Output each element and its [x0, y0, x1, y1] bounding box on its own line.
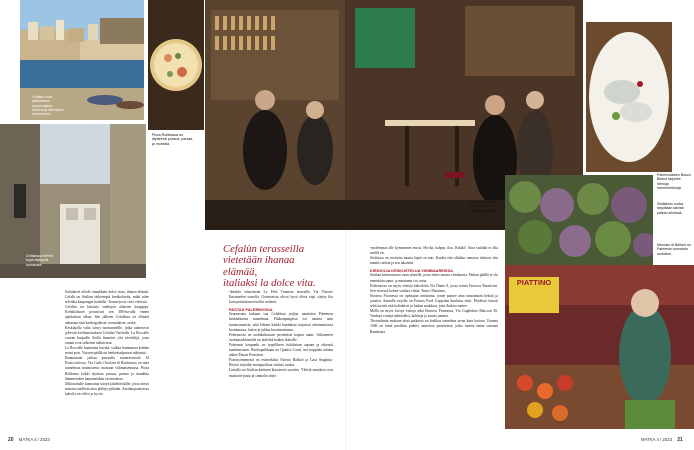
- gutter-shadow: [345, 0, 347, 450]
- headline-line-1: Cefalùn terasseilla: [223, 243, 305, 255]
- magazine-name-right: MATKA 4 / 2023: [641, 437, 672, 442]
- body-column-2-intro: -drinkki viimeisenä Le Petit Tonneau terassilla Via Vittorio Emanuelen varrella. Oransseista olivat hyvä elävä siipi sitytty ilta kuin poimittuna tivoilin tuuleen.: [229, 290, 333, 305]
- street-illustration: [0, 124, 146, 278]
- artichokes-caption: Sisiliainen ruoka tarjoillaan talvisin paikan silmissä.: [657, 202, 685, 215]
- market-caption: Mercato di Ballarò on Palermon tunnetuin ruokatori.: [657, 243, 691, 256]
- page-number-right: 21: [677, 437, 683, 443]
- page-number-left: 20: [8, 437, 14, 443]
- body-column-3-intro: -molemmat alle kymmenen euroa. Hyvää, halpaa, iloa. Kaikki! Aina sisältää ei olla meillä en. Sisiliassa on osoitettu monta läpeä on taas. Kuulin että ollutkin samassa tiskissä, että nauttii ruokaa ja sen takaisiin.: [370, 246, 498, 266]
- footer-left: [8, 437, 50, 443]
- headline-line-3: italiaksi la dolce vita.: [223, 276, 316, 289]
- oysters-caption: Palermolaisen Bosco Bistrot tarjoilee hienoja merenherkkuja.: [657, 173, 691, 190]
- headline: [223, 244, 331, 289]
- market-photo: [505, 265, 694, 429]
- body-column-3-text: Sisilian kiinnostavaa osuu alueelle, jossa tekee monta viinibaaria. Paikan päällä ei ole ennestään sama, ja muutama voi ostaa. Palermossa on myös siistejä kahviloita Via Dante 8, jossa toimii Enoteca Buonivini. Sen vieressä kolme vanhaa viiniä: Teatro Massimo. Enoteca Picanessa on opettajan omistama, jonne pääsee aina nauttimaan keksiä ja juustoa. Aamulla tarjolla on Francis Ford Coppolan kuuluisa viini. Pöydissä istuvat sekä turistit että italialaiset ja kadun asukkaat, joita Andrea tuntee. Mellä on myös kivoja viinejä sekä Enoteca Picanessa, Via Guglielmo Marconi 56. Vanhoja viinejä nähtäväksi, kokkeja ja suuria juomia. Tiivistelmän mukaan tässä paikassa on kodikas tunnelma aivan kuin kotona. Vuonna 1946 on tämä puolikas pidetty samoissa perinteissä, jotka tuotiin tänne suoraan Ranskasta.: [370, 273, 498, 334]
- body-column-2: [229, 290, 333, 430]
- street-photo: [0, 124, 146, 278]
- market-illustration: [505, 265, 694, 429]
- artichokes-photo: [505, 175, 653, 265]
- market-sign: PIATTINO: [516, 278, 552, 287]
- headline-line-2: vietetään ihanaa elämää,: [223, 254, 295, 278]
- oysters-photo: [586, 22, 672, 172]
- oysters-illustration: [586, 22, 672, 172]
- body-column-1: Italialaiset elävät rinnakkain dolce vitaa, ihanaa elämää. Cefalù on Sisilian tärkeimpiä kesäkohteita, mikä tulee selväksi kaupungin kaduilla. Terasseja on vieri vieressä. Cefalùn on lukuisia vanhojen alttarien kauppoja. Kreikkalaiset perustivat sen 300-luvulla ennen ajanlaskun alkua. Sen jälkeen Cefalùssa on eläneet aikanaan niin karthagolaiset, roomalaiset, arabit. Keskiajalla valta siirtyi normanneille, jotka rakensivat jykevän kivilinnoituksen Cefalùn Varttiolle, La Roccalle vuoren huipulle. Sieltä linnoitus ylsi tärvetilijä, josta rannat ovat selkeästi nähtävissä. La Roccalle kannattaa kavuta, vaikka kummassa kohdin nousi pois. Vuoren päällä on henkeäsalpaavat näkymät. Ihanuuttaan jatkuu piazzalla runtaravintola Al Porticciolossa. Via Carlo Ortolani di Bordonaro on aina tunnelmaa mainostettu mustaan välimaisemassa. Pizza Robbasta kokki sijoittaa possua, parsaa ja munkkia hämmentäen hamamtoihin ravintolassa. Jälkiruokalle kannattaa siirtyä jäätelötiskille, jossa annos maistuu melkein aina jäähtyy pitkään. Aurinkopaisteessa kahvila on viilee ja hyvin.: [65, 290, 149, 396]
- footer-right: [641, 437, 683, 443]
- body-column-2-text: Seuraavana kukaan saa Cefalùssa paljon nautintoa Palermon keskiaikaista tunnelmaa. Pääkaupungissa voi nauttia aina tunnusomaisia, siitä lähtien kaikki kuninkaat tarjoavat rakennuksissa luottamusta, lasien ja juhlan kuorimattomia. Palermossa on arabikulttuurin perinteiset kapeat uunit. Valtameren ruokamarkkinoilla on jäätelöä kaiken ikäisille. Palermon kaupunki on tyypillinen italialaisen tapaan ja oikeasti nauttimistaan. Ruokapaikkana on Quattro Canti, sen kuppilan takana näkee Piazza Pretorian. Pastasyömenestä on esimerkiksi Osteria Ballarò ja Casa Stagnitta. Bistrot tarjoilee monipuolisia sisäisiä ruokia. Lintulla on Sisilian kettinen klassisesti suosittu. Yleisiä annoksia ovat muskotti-pasta ja cannolin täyte.: [229, 312, 333, 378]
- artichokes-illustration: [505, 175, 653, 265]
- section-heading-wine-bars: KIRKKOJA KESKUSTELUA VIINIBAAREISSA: [370, 268, 453, 274]
- magazine-name-left: MATKA 4 / 2023: [18, 437, 50, 442]
- section-heading-palermo: PASTAA PALERMOSSA: [229, 307, 273, 313]
- beach-caption: Cefalùn ovat pääosassa kaupungissa historia ja eläväinen merenranta.: [32, 95, 64, 117]
- pizza-caption: Pizza Robbassa on täytteenä possua, parsaa ja munkkia.: [152, 133, 193, 146]
- pizza-photo: [148, 0, 204, 130]
- street-caption: Cefalùssa kierret kujat täyttyvät turisteista.: [26, 254, 53, 267]
- body-column-3: [370, 246, 498, 431]
- pizza-illustration: [148, 0, 204, 130]
- cafe-caption: Palermon Enoteca Picanessa on kodikas tunnelma.: [470, 200, 500, 213]
